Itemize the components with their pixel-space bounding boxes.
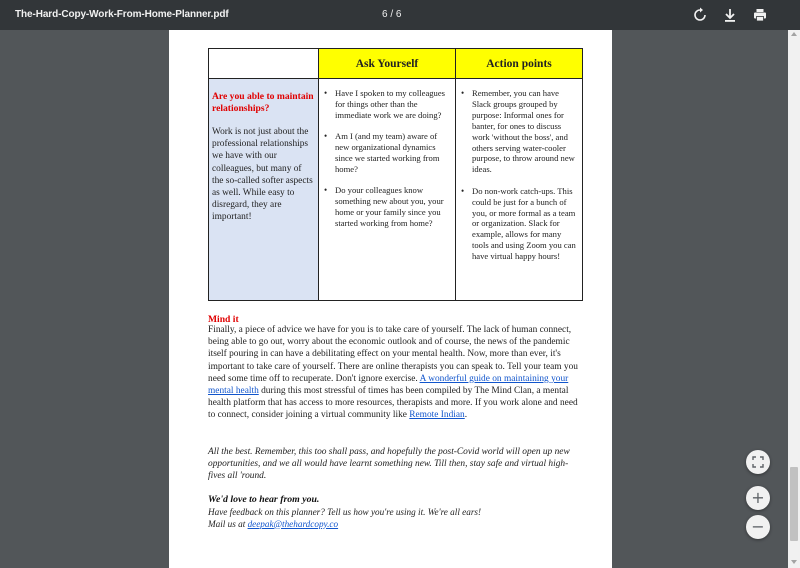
pdf-toolbar (0, 0, 800, 30)
rotate-icon[interactable] (692, 7, 708, 23)
mail-prefix: Mail us at (208, 518, 248, 529)
list-item: • Do your colleagues know something new about you, your home or your family since you started working from home? (322, 185, 452, 229)
feedback-line: Have feedback on this planner? Tell us how you're using it. We're all ears! (208, 507, 482, 517)
file-name: The-Hard-Copy-Work-From-Home-Planner.pdf (15, 9, 229, 20)
print-icon[interactable] (752, 7, 768, 23)
table-header-blank (209, 49, 319, 79)
list-item: • Am I (and my team) aware of new organizational dynamics since we started working from home? (322, 131, 452, 175)
page-indicator: 6 / 6 (382, 9, 402, 20)
mind-it-text-3: . (464, 410, 468, 421)
mental-health-guide-link[interactable]: A wonderful guide on maintaining your mental health (208, 373, 569, 397)
feedback-body (208, 507, 481, 530)
action-points-cell (456, 79, 583, 301)
zoom-in-button[interactable]: + (746, 486, 770, 510)
list-item: • Do non-work catch-ups. This could be just for a bunch of you, or more formal as a team or organization. Slack for example, allows for many tools and using Zoom you can have virtual happy hours! (459, 186, 579, 262)
mail-line (208, 519, 481, 531)
mind-it-text-1: Finally, a piece of advice we have for you is to take care of yourself. The lack of human connect, being able to go out, worry about the economic outlook and of course, the news of the pandemic itself pouring in can have a debilitating effect on your mental health. Now, more than ever, it's important to take care of yourself. There are online therapists you can speak to. Tell your team you need some time off to recuperate. Don't ignore exercise. (208, 325, 578, 384)
topic-description: Work is not just about the professional relationships we have with our colleagues, but many of the so-called softer aspects as well. While easy to disregard, they are important! (212, 127, 313, 223)
mind-it-paragraph (208, 324, 583, 422)
list-item: • Have I spoken to my colleagues for things other than the immediate work we are doing? (322, 88, 452, 121)
table-header-action-points: Action points (456, 49, 583, 79)
fit-to-page-button[interactable] (746, 450, 770, 474)
scroll-up-icon[interactable] (791, 32, 797, 36)
closing-paragraph: All the best. Remember, this too shall pass, and hopefully the post-Covid world will open up new opportunities, and we all would have learnt something new. Till then, stay safe and virtual high-fives all 'round. (208, 447, 570, 482)
email-link[interactable]: deepak@thehardcopy.co (247, 518, 339, 529)
mind-it-heading: Mind it (208, 314, 239, 325)
list-item: • Remember, you can have Slack groups grouped by purpose: Informal ones for banter, for ones to discuss work 'without the boss', and others serving water-cooler purpose, to throw around new ideas. (459, 88, 579, 175)
ask-yourself-cell (319, 79, 456, 301)
scrollbar-thumb[interactable] (790, 467, 798, 541)
scroll-down-icon[interactable] (791, 560, 797, 564)
planner-table (208, 48, 583, 301)
pdf-page (169, 30, 612, 568)
download-icon[interactable] (722, 7, 738, 23)
remote-indian-link[interactable]: Remote Indian (409, 410, 465, 421)
fit-to-page-icon (752, 456, 764, 468)
table-header-ask-yourself: Ask Yourself (319, 49, 456, 79)
mind-it-text-2: during this most stressful of times has been compiled by The Mind Clan, a mental health platform that has access to more resources, therapists and more. If you work alone and need to connect, consider joining a virtual community like (208, 386, 578, 421)
topic-cell (209, 79, 319, 301)
zoom-out-button[interactable]: − (746, 515, 770, 539)
feedback-heading: We'd love to hear from you. (208, 494, 320, 505)
topic-question: Are you able to maintain relationships? (212, 91, 314, 114)
